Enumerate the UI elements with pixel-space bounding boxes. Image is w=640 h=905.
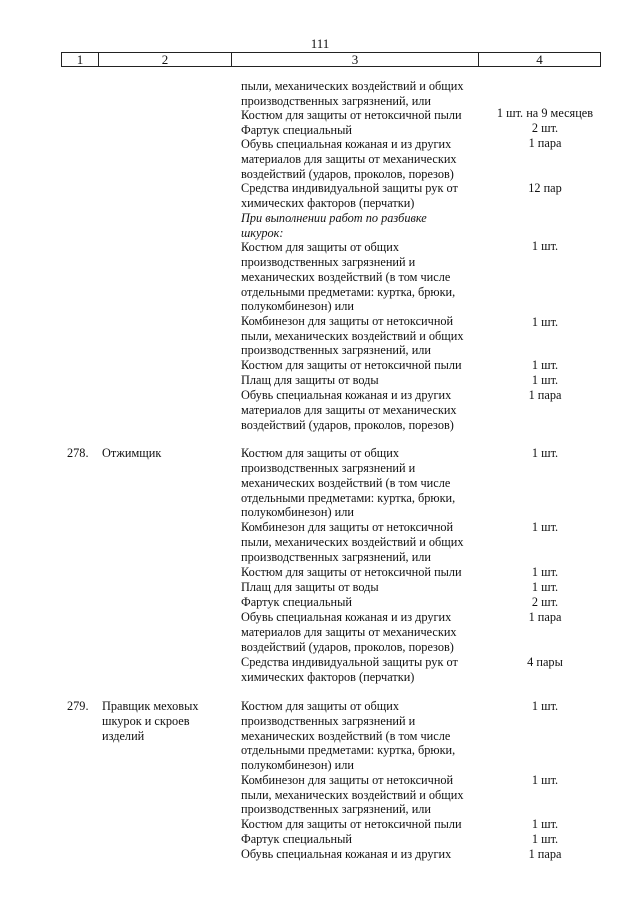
quantity: 1 шт. <box>531 358 559 372</box>
entry-number: 278. <box>67 446 89 460</box>
item-line: Костюм для защиты от нетоксичной пыли <box>241 108 462 122</box>
quantity: 1 шт. <box>531 315 559 329</box>
item-line: Комбинезон для защиты от нетоксичной <box>241 314 454 328</box>
profession-name: изделий <box>102 729 145 743</box>
item-line: отдельными предметами: куртка, брюки, <box>241 743 456 757</box>
item-line: Костюм для защиты от нетоксичной пыли <box>241 817 462 831</box>
item-line: механических воздействий (в том числе <box>241 476 451 490</box>
item-line: Фартук специальный <box>241 595 352 609</box>
item-line: Обувь специальная кожаная и из других <box>241 610 452 624</box>
item-line: Обувь специальная кожаная и из других <box>241 388 452 402</box>
item-line: пыли, механических воздействий и общих <box>241 79 464 93</box>
item-line: пыли, механических воздействий и общих <box>241 329 464 343</box>
quantity: 1 шт. <box>531 580 559 594</box>
item-line: механических воздействий (в том числе <box>241 270 451 284</box>
item-line: Обувь специальная кожаная и из других <box>241 847 452 861</box>
quantity: 1 пара <box>528 610 562 624</box>
quantity: 1 шт. <box>531 832 559 846</box>
header-col-2: 2 <box>99 53 232 66</box>
quantity: 1 шт. <box>531 373 559 387</box>
quantity: 1 пара <box>528 388 562 402</box>
item-line: Плащ для защиты от воды <box>241 373 379 387</box>
item-line: воздействий (ударов, проколов, порезов) <box>241 640 454 654</box>
item-line: производственных загрязнений, или <box>241 343 432 357</box>
quantity: 1 пара <box>528 847 562 861</box>
item-line: Комбинезон для защиты от нетоксичной <box>241 520 454 534</box>
item-line: отдельными предметами: куртка, брюки, <box>241 285 456 299</box>
item-line: материалов для защиты от механических <box>241 625 457 639</box>
item-line: Средства индивидуальной защиты рук от <box>241 181 458 195</box>
quantity: 12 пар <box>528 181 562 195</box>
item-line: отдельными предметами: куртка, брюки, <box>241 491 456 505</box>
item-line: пыли, механических воздействий и общих <box>241 535 464 549</box>
item-line: Костюм для защиты от общих <box>241 240 399 254</box>
item-line: воздействий (ударов, проколов, порезов) <box>241 418 454 432</box>
header-col-4: 4 <box>536 52 543 67</box>
profession-name: Отжимщик <box>102 446 162 460</box>
item-line: производственных загрязнений и <box>241 255 416 269</box>
item-line: механических воздействий (в том числе <box>241 729 451 743</box>
quantity: 1 шт. <box>531 446 559 460</box>
item-line: Костюм для защиты от общих <box>241 699 399 713</box>
item-line: Плащ для защиты от воды <box>241 580 379 594</box>
item-line: Фартук специальный <box>241 832 352 846</box>
item-line: производственных загрязнений, или <box>241 550 432 564</box>
item-line: производственных загрязнений, или <box>241 94 432 108</box>
item-line: Комбинезон для защиты от нетоксичной <box>241 773 454 787</box>
quantity: 1 шт. <box>531 239 559 253</box>
item-line: полукомбинезон) или <box>241 299 354 313</box>
item-line: производственных загрязнений и <box>241 461 416 475</box>
header-col-1: 1 <box>62 53 99 66</box>
item-line: воздействий (ударов, проколов, порезов) <box>241 167 454 181</box>
section-note: шкурок: <box>241 226 284 240</box>
quantity: 1 шт. <box>531 520 559 534</box>
entry-number: 279. <box>67 699 89 713</box>
item-line: материалов для защиты от механических <box>241 403 457 417</box>
item-line: Обувь специальная кожаная и из других <box>241 137 452 151</box>
item-line: химических факторов (перчатки) <box>241 670 415 684</box>
quantity: 4 пары <box>527 655 563 669</box>
item-line: Фартук специальный <box>241 123 352 137</box>
item-line: Костюм для защиты от нетоксичной пыли <box>241 358 462 372</box>
item-line: производственных загрязнений, или <box>241 802 432 816</box>
quantity: 2 шт. <box>531 595 559 609</box>
profession-name: шкурок и скроев <box>102 714 190 728</box>
quantity: 1 шт. <box>531 817 559 831</box>
profession-name: Правщик меховых <box>102 699 199 713</box>
header-col-3: 3 <box>232 53 479 66</box>
quantity: 1 шт. <box>531 565 559 579</box>
quantity: 1 шт. на 9 месяцев <box>496 106 594 120</box>
item-line: производственных загрязнений и <box>241 714 416 728</box>
quantity: 1 шт. <box>531 699 559 713</box>
page-number: 111 <box>310 36 330 51</box>
item-line: Костюм для защиты от общих <box>241 446 399 460</box>
item-line: материалов для защиты от механических <box>241 152 457 166</box>
table-header <box>61 52 601 67</box>
item-line: Костюм для защиты от нетоксичной пыли <box>241 565 462 579</box>
quantity: 1 шт. <box>531 773 559 787</box>
section-note: При выполнении работ по разбивке <box>241 211 427 225</box>
item-line: полукомбинезон) или <box>241 758 354 772</box>
item-line: полукомбинезон) или <box>241 505 354 519</box>
quantity: 1 пара <box>528 136 562 150</box>
item-line: Средства индивидуальной защиты рук от <box>241 655 458 669</box>
item-line: пыли, механических воздействий и общих <box>241 788 464 802</box>
item-line: химических факторов (перчатки) <box>241 196 415 210</box>
quantity: 2 шт. <box>531 121 559 135</box>
